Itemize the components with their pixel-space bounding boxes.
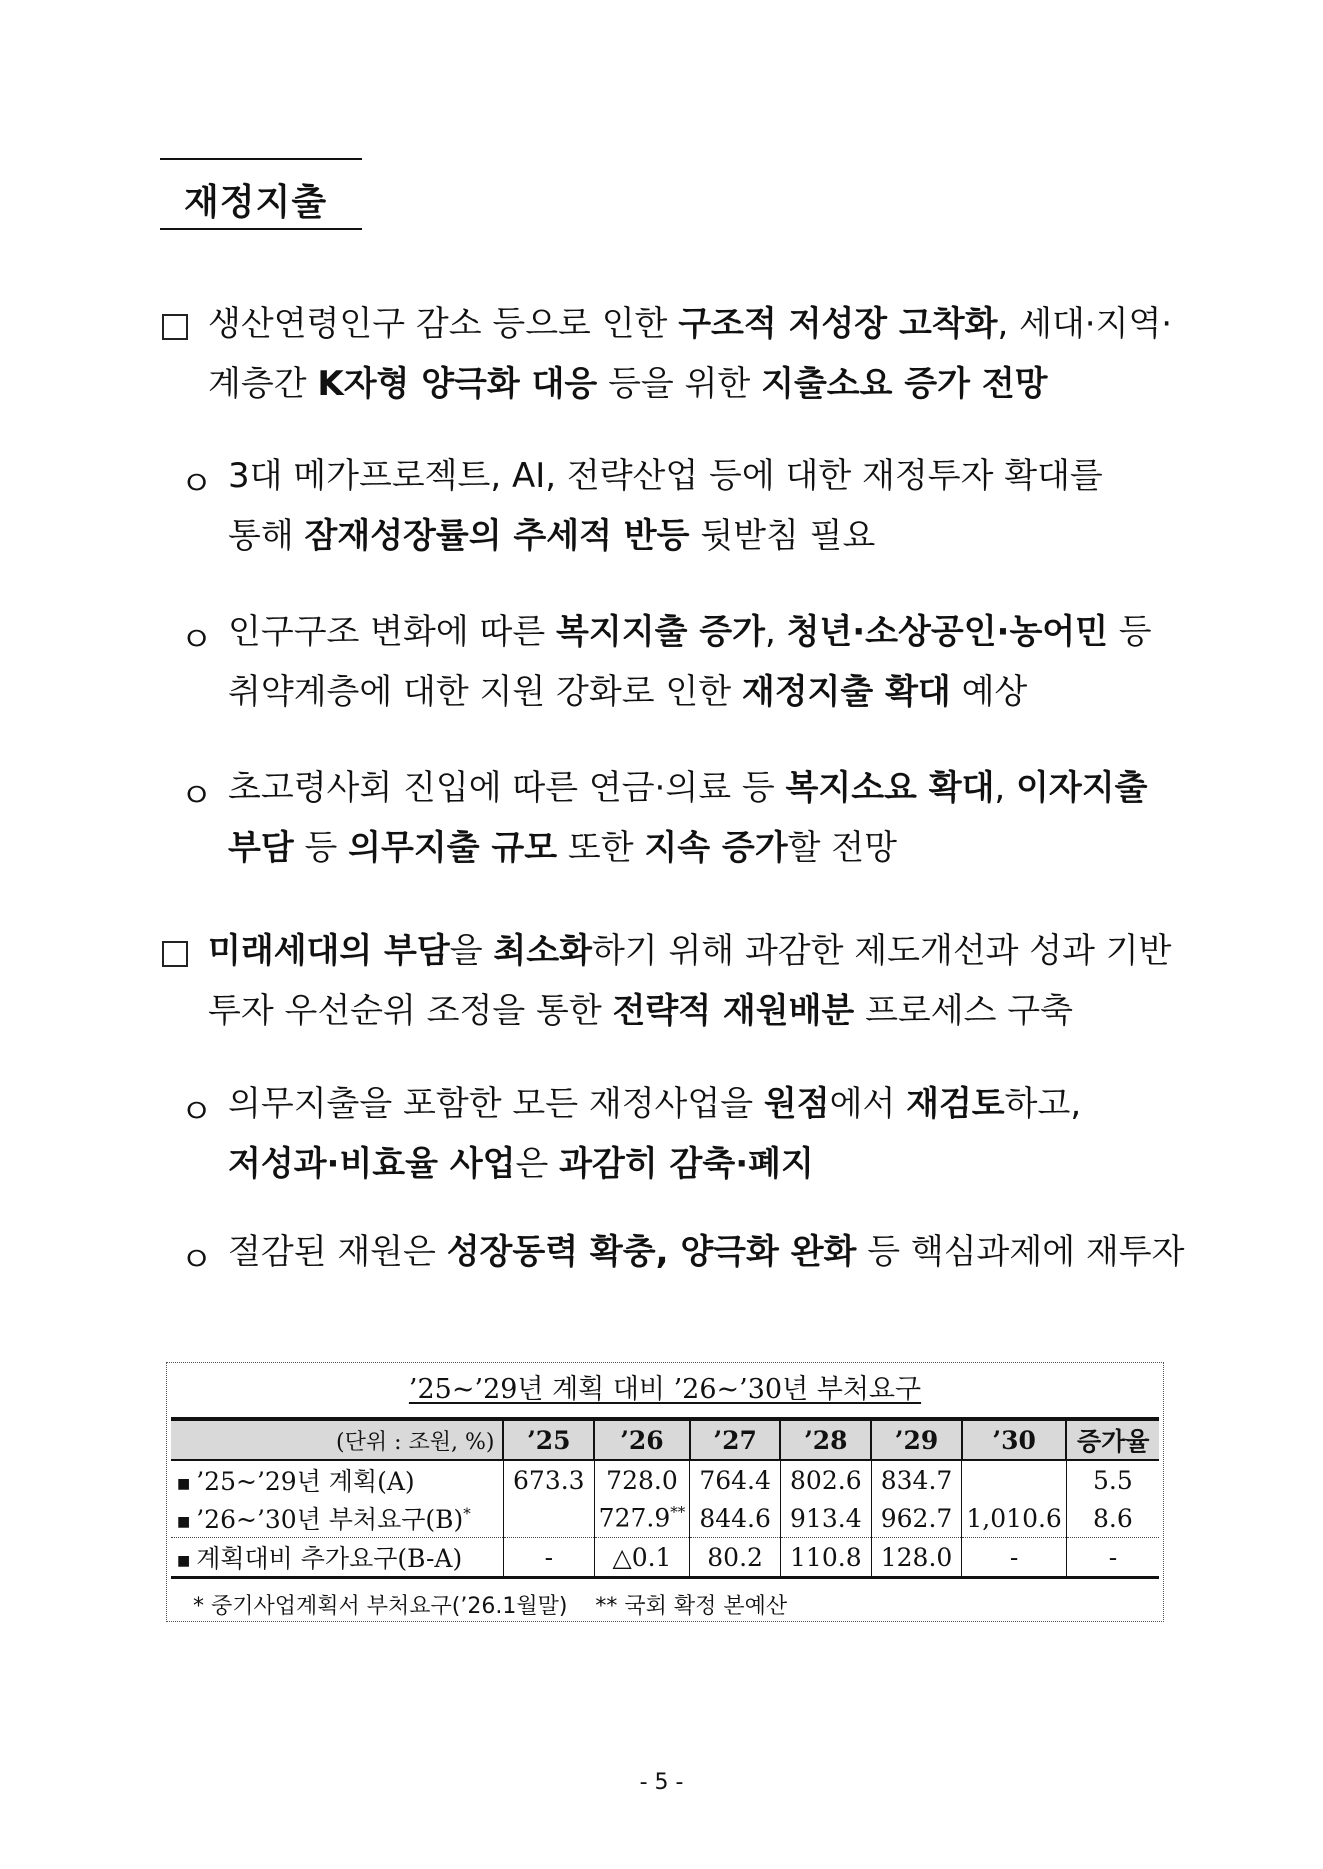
budget-table-box xyxy=(166,1362,1164,1622)
circle-bullet-icon: ㅇ xyxy=(180,1092,213,1132)
section-title: 재정지출 xyxy=(184,182,328,223)
year-header: ’26 xyxy=(594,1419,690,1460)
table-cell: 673.3 xyxy=(503,1460,594,1499)
table-footnote: * 중기사업계획서 부처요구(’26.1월말) ** 국회 확정 본예산 xyxy=(193,1594,788,1619)
paragraph-1-2: 인구구조 변화에 따른 복지지출 증가, 청년·소상공인·농어민 등 취약계층에 대한 지원 강화로 인한 재정지출 확대 예상 xyxy=(228,612,1152,712)
table-cell: 110.8 xyxy=(780,1538,871,1578)
table-row xyxy=(171,1538,1159,1578)
row-label: ■ ’25~’29년 계획(A) xyxy=(177,1467,415,1496)
table-title: ’25~’29년 계획 대비 ’26~’30년 부처요구 xyxy=(408,1374,922,1405)
table-cell: 8.6 xyxy=(1066,1499,1159,1538)
table-cell xyxy=(962,1460,1066,1499)
table-cell: 962.7 xyxy=(871,1499,962,1538)
table-cell: △0.1 xyxy=(594,1538,690,1578)
table-row xyxy=(171,1460,1159,1499)
table-cell xyxy=(503,1499,594,1538)
year-header: ’29 xyxy=(871,1419,962,1460)
page-number: - 5 - xyxy=(639,1770,684,1795)
table-cell: 764.4 xyxy=(690,1460,781,1499)
checkbox-square-icon xyxy=(162,309,188,349)
table-cell: 5.5 xyxy=(1066,1460,1159,1499)
table-cell: 128.0 xyxy=(871,1538,962,1578)
circle-bullet-icon: ㅇ xyxy=(180,620,213,660)
year-header: ’28 xyxy=(780,1419,871,1460)
table-cell: 80.2 xyxy=(690,1538,781,1578)
paragraph-2-2: 절감된 재원은 성장동력 확충, 양극화 완화 등 핵심과제에 재투자 xyxy=(228,1232,1185,1272)
circle-bullet-icon: ㅇ xyxy=(180,464,213,504)
year-header: ’25 xyxy=(503,1419,594,1460)
checkbox-square-icon xyxy=(162,936,188,976)
table-cell: - xyxy=(503,1538,594,1578)
square-bullet-icon: ■ xyxy=(177,1475,191,1492)
paragraph-1-1: 3대 메가프로젝트, AI, 전략산업 등에 대한 재정투자 확대를 통해 잠재성장률의 추세적 반등 뒷받침 필요 xyxy=(228,456,1103,556)
unit-header: (단위 : 조원, %) xyxy=(335,1429,495,1455)
table-header-row xyxy=(171,1419,1159,1460)
table-cell: 844.6 xyxy=(690,1499,781,1538)
table-cell: 802.6 xyxy=(780,1460,871,1499)
square-bullet-icon: ■ xyxy=(177,1513,191,1530)
paragraph-2: 미래세대의 부담을 최소화하기 위해 과감한 제도개선과 성과 기반 투자 우선순위 조정을 통한 전략적 재원배분 프로세스 구축 xyxy=(208,931,1172,1031)
table-cell: 728.0 xyxy=(594,1460,690,1499)
table-cell: 913.4 xyxy=(780,1499,871,1538)
section-title-box xyxy=(160,158,362,230)
table-cell: - xyxy=(1066,1538,1159,1578)
table-cell: - xyxy=(962,1538,1066,1578)
table-row xyxy=(171,1499,1159,1538)
table-cell: 834.7 xyxy=(871,1460,962,1499)
budget-table xyxy=(171,1417,1159,1579)
circle-bullet-icon: ㅇ xyxy=(180,1240,213,1280)
year-header: ’27 xyxy=(690,1419,781,1460)
square-bullet-icon: ■ xyxy=(177,1552,191,1569)
paragraph-1: 생산연령인구 감소 등으로 인한 구조적 저성장 고착화, 세대·지역· 계층간 K자형 양극화 대응 등을 위한 지출소요 증가 전망 xyxy=(208,304,1173,404)
circle-bullet-icon: ㅇ xyxy=(180,776,213,816)
table-cell: 1,010.6 xyxy=(962,1499,1066,1538)
paragraph-1-3: 초고령사회 진입에 따른 연금·의료 등 복지소요 확대, 이자지출 부담 등 의무지출 규모 또한 지속 증가할 전망 xyxy=(228,768,1148,868)
row-label: ■ ’26~’30년 부처요구(B)* xyxy=(177,1504,471,1534)
year-header: ’30 xyxy=(962,1419,1066,1460)
table-cell: 727.9** xyxy=(594,1499,690,1538)
paragraph-2-1: 의무지출을 포함한 모든 재정사업을 원점에서 재검토하고, 저성과·비효율 사업은 과감히 감축·폐지 xyxy=(228,1084,1082,1184)
row-label: ■ 계획대비 추가요구(B-A) xyxy=(177,1544,463,1573)
growth-header: 증가율 xyxy=(1066,1419,1159,1460)
